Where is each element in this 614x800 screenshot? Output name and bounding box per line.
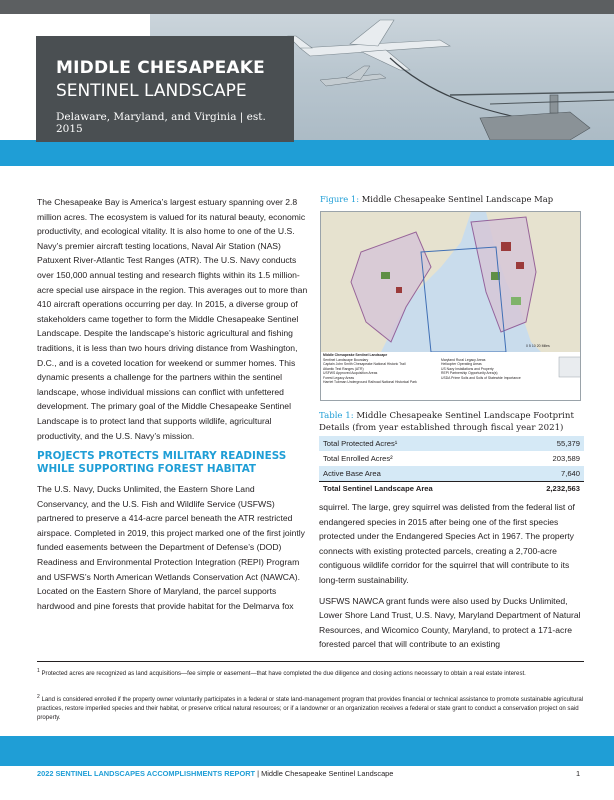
legend-item: USDA Prime Soils and Soils of Statewide Importance (441, 375, 521, 380)
figure-caption (320, 194, 582, 204)
figure-caption-text: Middle Chesapeake Sentinel Landscape Map (361, 194, 554, 204)
page-title-line2: SENTINEL LANDSCAPE (56, 81, 247, 101)
footnote-number: 2 (37, 694, 40, 700)
legend-item: Forest Legacy Areas (323, 375, 355, 380)
table-cell-label: Total Enrolled Acres² (319, 451, 515, 466)
header-top-stripe (0, 0, 614, 14)
table-row (319, 451, 584, 466)
map-scale-bar: 0 5 10 20 Miles (526, 344, 550, 348)
footer-band (0, 736, 614, 766)
table-cell-value: 203,589 (515, 451, 584, 466)
table-caption-text: Middle Chesapeake Sentinel Landscape Footprint Details (from year established through fiscal year 2021) (319, 411, 574, 433)
map-legend-title: Middle Chesapeake Sentinel Landscape (323, 353, 388, 357)
section-text-right (319, 500, 584, 652)
legend-item: Sentinel Landscape Boundary (323, 357, 369, 362)
table-caption (319, 410, 584, 434)
footnote-number: 1 (37, 668, 40, 674)
page-title-line1: MIDDLE CHESAPEAKE (56, 58, 265, 78)
footer-report-title: 2022 SENTINEL LANDSCAPES ACCOMPLISHMENTS REPORT (37, 769, 256, 778)
section-paragraph-right2: USFWS NAWCA grant funds were also used by Ducks Unlimited, Lower Shore Land Trust, U.S. Navy, Maryland Department of Natural Resources, and Wicomico County, Maryland, to protect a 171-acre forested parcel that will contribute to an existing (319, 595, 581, 650)
section-paragraph-left: The U.S. Navy, Ducks Unlimited, the Eastern Shore Land Conservancy, and the U.S. Fish and Wildlife Service (USFWS) partnered to preserve a 414-acre parcel beneath the ATR restricted airspace. Completed in 2019, this project marked one of the first jointly funded easements between the Department of Defense’s (DOD) Readiness and Environmental Protection Integration (REPI) Program and USFWS’s North American Wetlands Conservation Act (NAWCA). Located on the Eastern Shore of Maryland, the parcel supports hardwood and pine forests that provide habitat for the Delmarva fox (37, 484, 305, 611)
footprint-table (319, 436, 584, 496)
page-subtitle: Delaware, Maryland, and Virginia | est. 2015 (56, 111, 266, 135)
table-total-label: Total Sentinel Landscape Area (319, 481, 515, 496)
sentinel-landscape-map (320, 211, 581, 401)
section-text-left (37, 482, 307, 613)
legend-item: USFWS Approved Acquisition Areas (323, 371, 378, 375)
footnote-divider (37, 661, 584, 662)
section-heading: PROJECTS PROTECTS MILITARY READINESS WHILE SUPPORTING FOREST HABITAT (37, 450, 287, 475)
footnote-text: Land is considered enrolled if the property owner voluntarily participates in a federal or state land-management program that provides financial or technical assistance to promote sustainable agricultural practices, restore imperiled species and their habitat, or preserve critical natural resources; or if a landowner or an organization receives a federal or state grant to conduct a conservation project on said property. (37, 696, 584, 722)
page-number: 1 (576, 769, 581, 778)
footnote-2 (37, 693, 584, 722)
table-cell-value: 7,640 (515, 466, 584, 481)
table-label: Table 1: (319, 411, 354, 421)
legend-item: Captain John Smith Chesapeake National Historic Trail (323, 362, 406, 366)
legend-item: Atlantic Test Ranges (ATR) (323, 366, 364, 371)
title-box (36, 36, 294, 142)
table-cell-label: Active Base Area (319, 466, 515, 481)
legend-item: Helicopter Operating Areas (441, 362, 482, 366)
legend-item: REPI Partnership Opportunity Area(s) (441, 371, 498, 375)
legend-item: Maryland Rural Legacy Areas (441, 357, 486, 362)
footnote-text: Protected acres are recognized as land acquisitions—fee simple or easement—that have completed the due diligence and closing actions necessary to obtain a real estate interest. (41, 670, 526, 678)
table-row (319, 436, 584, 451)
section-paragraph-right: squirrel. The large, grey squirrel was delisted from the federal list of endangered species in 2015 after being one of the first species protected under the Endangered Species Act in 1967. The property connects with existing protected parcels, creating a 2,700-acre contiguous wildlife corridor for the squirrel that will contribute to its long-term sustainability. (319, 502, 575, 585)
intro-text (37, 195, 309, 443)
table-cell-label: Total Protected Acres¹ (319, 436, 515, 451)
table-total-value: 2,232,563 (515, 481, 584, 496)
table-row (319, 466, 584, 481)
header-blue-stripe (0, 140, 614, 166)
intro-paragraph: The Chesapeake Bay is America’s largest estuary spanning over 2.8 million acres. The ecosystem is valued for its natural beauty, economic productivity, and ecological vitality. It is also home to one of the U.S. Navy’s premier aircraft testing locations, Naval Air Station (NAS) Patuxent River-Atlantic Test Ranges (ATR). The U.S. Navy conducts over 150,000 annual testing and research flights within its 1.5 million-acre special use airspace in the region. This averages out to more than 410 aircraft operations occurring per day. In 2015, a diverse group of stakeholders came together to form the Middle Chesapeake Sentinel Landscape. Despite the landscape’s historic agricultural and fishing traditions, it is less than two hours driving distance from Washington, D.C., and is a coveted location for weekend or summer homes. This dynamic presents a challenge for the partners within the sentinel landscape, whose individual missions can conflict with unfettered development. The primary goal of the Middle Chesapeake Sentinel Landscape is to protect land that supports wildlife, agricultural productivity, and the U.S. Navy’s mission. (37, 197, 308, 441)
table-cell-value: 55,379 (515, 436, 584, 451)
footer-section: | Middle Chesapeake Sentinel Landscape (257, 769, 394, 778)
footer-text (37, 769, 393, 778)
map-legend (323, 353, 573, 385)
table-total-row (319, 481, 584, 496)
legend-item: Harriet Tubman Underground Railroad National Historical Park (323, 380, 417, 384)
legend-item: US Navy Installations and Property (441, 366, 494, 371)
figure-label: Figure 1: (320, 194, 360, 204)
footnote-1 (37, 667, 584, 678)
